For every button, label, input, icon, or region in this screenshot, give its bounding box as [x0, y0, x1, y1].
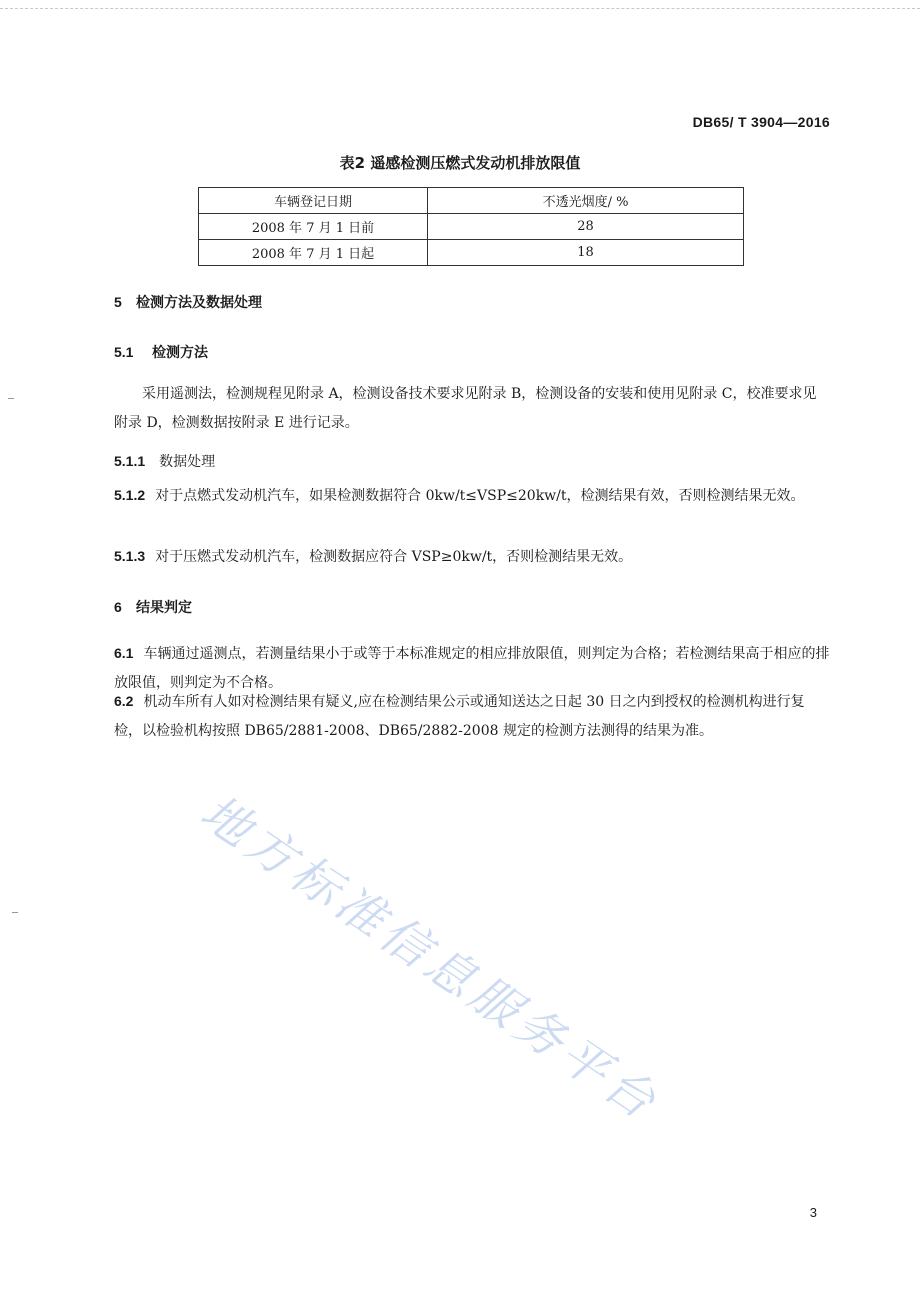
scan-mark: [12, 912, 18, 913]
section-number: 6: [114, 599, 122, 615]
table-title: 表2 遥感检测压燃式发动机排放限值: [339, 154, 581, 172]
section-number: 5.1.3: [114, 548, 146, 564]
section-title: 数据处理: [159, 454, 216, 470]
section-number: 5.1.1: [114, 453, 146, 469]
section-6-heading: [114, 597, 192, 617]
table-header-cell: 不透光烟度/ %: [428, 188, 744, 214]
paragraph-text: 车辆通过遥测点，若测量结果小于或等于本标准规定的相应排放限值，则判定为合格；若检测结果高于相应的排放限值，则判定为不合格。: [114, 646, 830, 691]
section-title: 检测方法: [152, 345, 208, 361]
paragraph-text: 对于点燃式发动机汽车，如果检测数据符合 0kw/t≤VSP≤20kw/t，检测结果有效，否则检测结果无效。: [155, 488, 805, 504]
section-number: 5.1: [114, 344, 134, 360]
section-number: 6.1: [114, 645, 134, 661]
section-5-1-1-heading: [114, 451, 215, 471]
section-5-1-2-paragraph: [114, 481, 830, 511]
table-cell: 2008 年 7 月 1 日起: [199, 240, 428, 266]
section-number: 6.2: [114, 693, 134, 709]
paragraph-text: 机动车所有人如对检测结果有疑义,应在检测结果公示或通知送达之日起 30 日之内到授权的检测机构进行复检，以检验机构按照 DB65/2881-2008、DB65/2882-2008 规定的检测方法测得的结果为准。: [114, 694, 805, 739]
section-5-heading: [114, 292, 262, 312]
section-title: 检测方法及数据处理: [136, 295, 262, 311]
table-row: [199, 240, 744, 266]
scan-edge-artifact: [0, 0, 920, 9]
table-header-cell: 车辆登记日期: [199, 188, 428, 214]
table-cell: 28: [428, 214, 744, 240]
section-5-1-body: 采用遥测法，检测规程见附录 A，检测设备技术要求见附录 B，检测设备的安装和使用见附录 C，校准要求见附录 D，检测数据按附录 E 进行记录。: [114, 386, 817, 431]
watermark: 地方标准信息服务平台: [190, 784, 670, 1133]
emission-limits-table: [198, 187, 744, 266]
section-number: 5: [114, 294, 122, 310]
page-number: 3: [809, 1205, 817, 1220]
section-6-2-paragraph: [114, 687, 830, 746]
table-cell: 2008 年 7 月 1 日前: [199, 214, 428, 240]
paragraph-text: 对于压燃式发动机汽车，检测数据应符合 VSP≥0kw/t，否则检测结果无效。: [155, 549, 633, 565]
table-row: [199, 214, 744, 240]
section-number: 5.1.2: [114, 487, 146, 503]
section-title: 结果判定: [136, 600, 192, 616]
section-5-1-heading: [114, 342, 208, 362]
scan-mark: [8, 398, 14, 399]
table-cell: 18: [428, 240, 744, 266]
section-5-1-3-paragraph: [114, 542, 830, 572]
standard-code: DB65/ T 3904—2016: [692, 114, 830, 130]
table-header-row: [199, 188, 744, 214]
